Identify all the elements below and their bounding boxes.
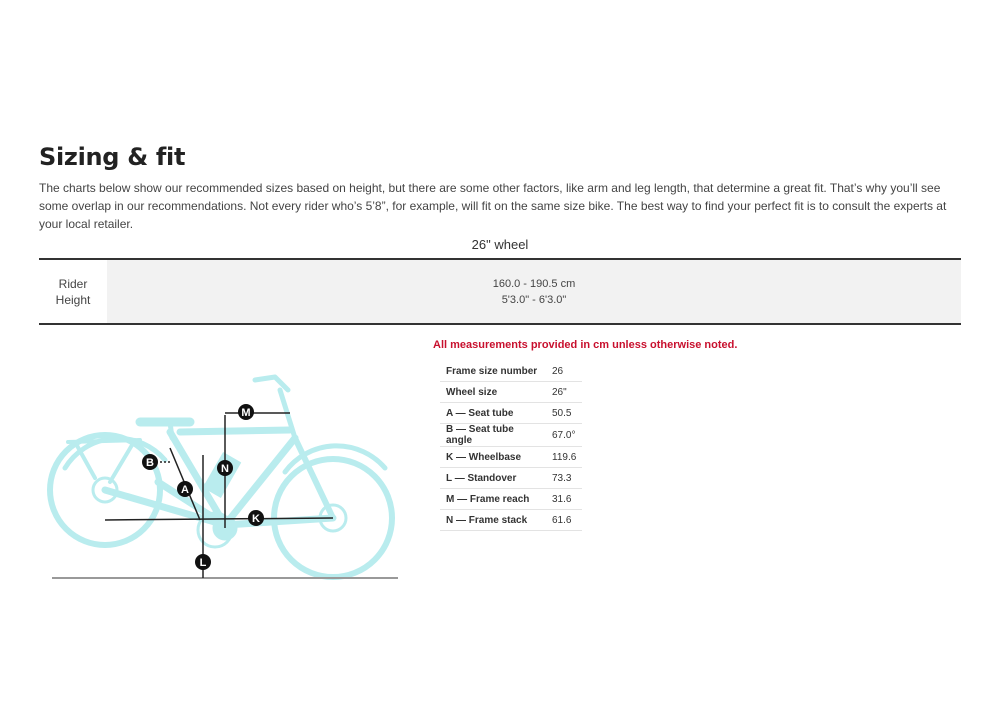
svg-text:A: A	[181, 484, 189, 496]
marker-m	[238, 404, 254, 420]
rider-height-value	[107, 260, 961, 323]
height-range-cm: 160.0 - 190.5 cm	[492, 277, 576, 290]
marker-l	[195, 554, 211, 570]
svg-text:M: M	[241, 407, 251, 419]
geo-label: A — Seat tube	[440, 403, 546, 424]
svg-text:K: K	[252, 513, 260, 525]
geo-value: 50.5	[546, 403, 582, 424]
table-row	[440, 424, 582, 447]
height-range-ft: 5'3.0" - 6'3.0"	[501, 293, 567, 306]
intro-text: The charts below show our recommended sizes based on height, but there are some other factors, like arm and leg length, that determine a great fit. That’s why you’ll see some overlap in our recommendations. Not every rider who’s 5’8”, for example, will fit on the same size bike. The best way to find your perfect fit is to consult the experts at your local retailer.	[39, 181, 947, 231]
marker-k	[248, 510, 264, 526]
svg-text:B: B	[146, 457, 154, 469]
seat-post	[170, 422, 172, 438]
geo-label: B — Seat tube angle	[440, 424, 546, 447]
geo-value: 31.6	[546, 489, 582, 510]
svg-text:N: N	[221, 463, 229, 475]
handlebar	[255, 377, 288, 390]
geo-label: Wheel size	[440, 382, 546, 403]
geo-value: 73.3	[546, 468, 582, 489]
marker-a	[177, 481, 193, 497]
geometry-table	[440, 361, 582, 531]
table-row	[440, 361, 582, 382]
wheel-size-header: 26" wheel	[471, 237, 529, 252]
svg-text:L: L	[199, 557, 207, 569]
geo-value: 26"	[546, 382, 582, 403]
rider-height-label-line1: Rider	[58, 276, 88, 291]
geo-label: M — Frame reach	[440, 489, 546, 510]
geo-label: K — Wheelbase	[440, 447, 546, 468]
geo-label: Frame size number	[440, 361, 546, 382]
measurement-note: All measurements provided in cm unless otherwise noted.	[433, 339, 738, 351]
geo-label: L — Standover	[440, 468, 546, 489]
page-title: Sizing & fit	[39, 143, 186, 171]
size-table	[39, 258, 961, 325]
geo-value: 67.0°	[546, 424, 582, 447]
table-row	[440, 510, 582, 531]
rider-height-label-line2: Height	[55, 292, 91, 307]
table-row	[440, 382, 582, 403]
geo-value: 119.6	[546, 447, 582, 468]
table-row	[440, 447, 582, 468]
geo-label: N — Frame stack	[440, 510, 546, 531]
geo-value: 26	[546, 361, 582, 382]
marker-n	[217, 460, 233, 476]
bike-geometry-diagram	[40, 360, 410, 590]
table-row	[440, 489, 582, 510]
table-row	[440, 468, 582, 489]
rider-height-label	[39, 260, 107, 323]
rear-rack	[68, 440, 140, 482]
geo-value: 61.6	[546, 510, 582, 531]
marker-b	[142, 454, 158, 470]
table-row	[440, 403, 582, 424]
